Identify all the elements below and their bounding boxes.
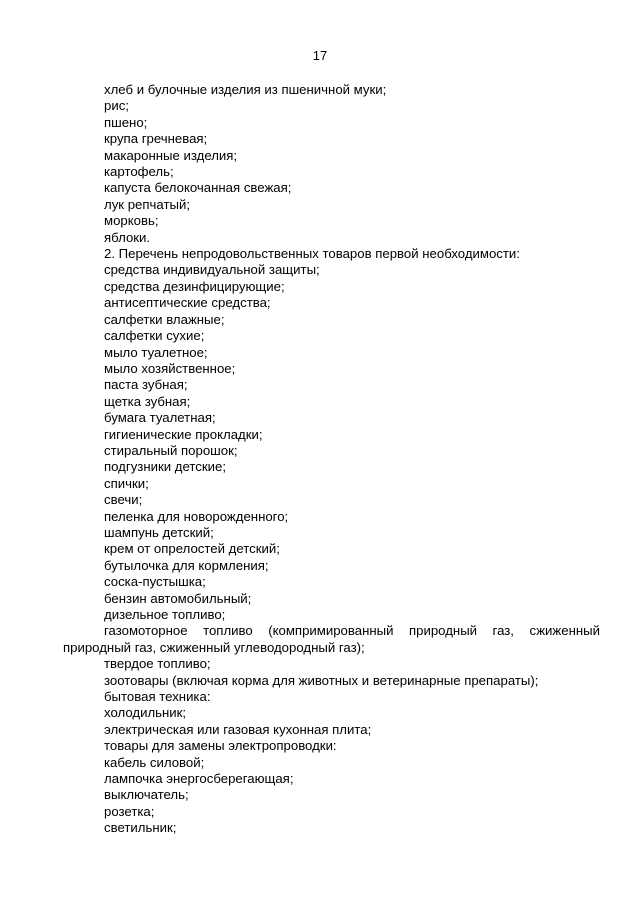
list-item: лук репчатый; — [104, 196, 190, 212]
list-item: крупа гречневая; — [104, 131, 208, 147]
list-item: пшено; — [104, 114, 148, 130]
list-item: дизельное топливо; — [104, 607, 226, 622]
list-item: антисептические средства; — [104, 295, 271, 311]
list-item: морковь; — [104, 213, 159, 229]
list-item: салфетки влажные; — [104, 311, 225, 327]
list-item: паста зубная; — [104, 377, 188, 393]
list-item: пеленка для новорожденного; — [104, 508, 289, 524]
list-item: гигиенические прокладки; — [104, 426, 263, 442]
list-item: мыло туалетное; — [104, 344, 208, 360]
list-item: выключатель; — [104, 787, 189, 803]
list-item: шампунь детский; — [104, 524, 214, 540]
list-item: газомоторное топливо (компримированный природный газ, сжиженный природный газ, сжиженный углеводородный газ); — [63, 623, 600, 655]
list-item: средства индивидуальной защиты; — [104, 262, 320, 278]
document-body — [63, 82, 600, 837]
list-item: лампочка энергосберегающая; — [104, 771, 294, 787]
list-item: подгузники детские; — [104, 459, 226, 475]
list-item: бумага туалетная; — [104, 410, 216, 426]
list-item: рис; — [104, 98, 129, 114]
list-item: электрическая или газовая кухонная плита; — [104, 721, 372, 737]
list-item: макаронные изделия; — [104, 147, 238, 163]
list-item: твердое топливо; — [104, 656, 211, 672]
list-item: средства дезинфицирующие; — [104, 278, 285, 294]
list-item: светильник; — [104, 820, 177, 836]
list-item: капуста белокочанная свежая; — [104, 180, 292, 196]
list-item: крем от опрелостей детский; — [104, 541, 280, 557]
list-item: холодильник; — [104, 705, 187, 721]
section-heading: 2. Перечень непродовольственных товаров первой необходимости: — [104, 246, 520, 262]
list-item: яблоки. — [104, 229, 151, 245]
list-item: бензин автомобильный; — [104, 590, 252, 606]
list-item: зоотовары (включая корма для животных и ветеринарные препараты); — [104, 672, 539, 688]
list-item: кабель силовой; — [104, 754, 205, 770]
list-item: бытовая техника: — [104, 689, 211, 705]
list-item: розетка; — [104, 803, 155, 819]
list-item: хлеб и булочные изделия из пшеничной муки; — [104, 82, 387, 97]
list-item: картофель; — [104, 164, 174, 180]
list-item: мыло хозяйственное; — [104, 360, 236, 376]
list-item: щетка зубная; — [104, 393, 191, 409]
list-item: салфетки сухие; — [104, 328, 205, 344]
list-item: свечи; — [104, 492, 143, 508]
list-item: соска-пустышка; — [104, 574, 206, 590]
list-item: бутылочка для кормления; — [104, 557, 269, 573]
list-item: товары для замены электропроводки: — [104, 738, 337, 754]
list-item: спички; — [104, 475, 149, 491]
page-number: 17 — [312, 48, 328, 63]
list-item: стиральный порошок; — [104, 442, 238, 458]
